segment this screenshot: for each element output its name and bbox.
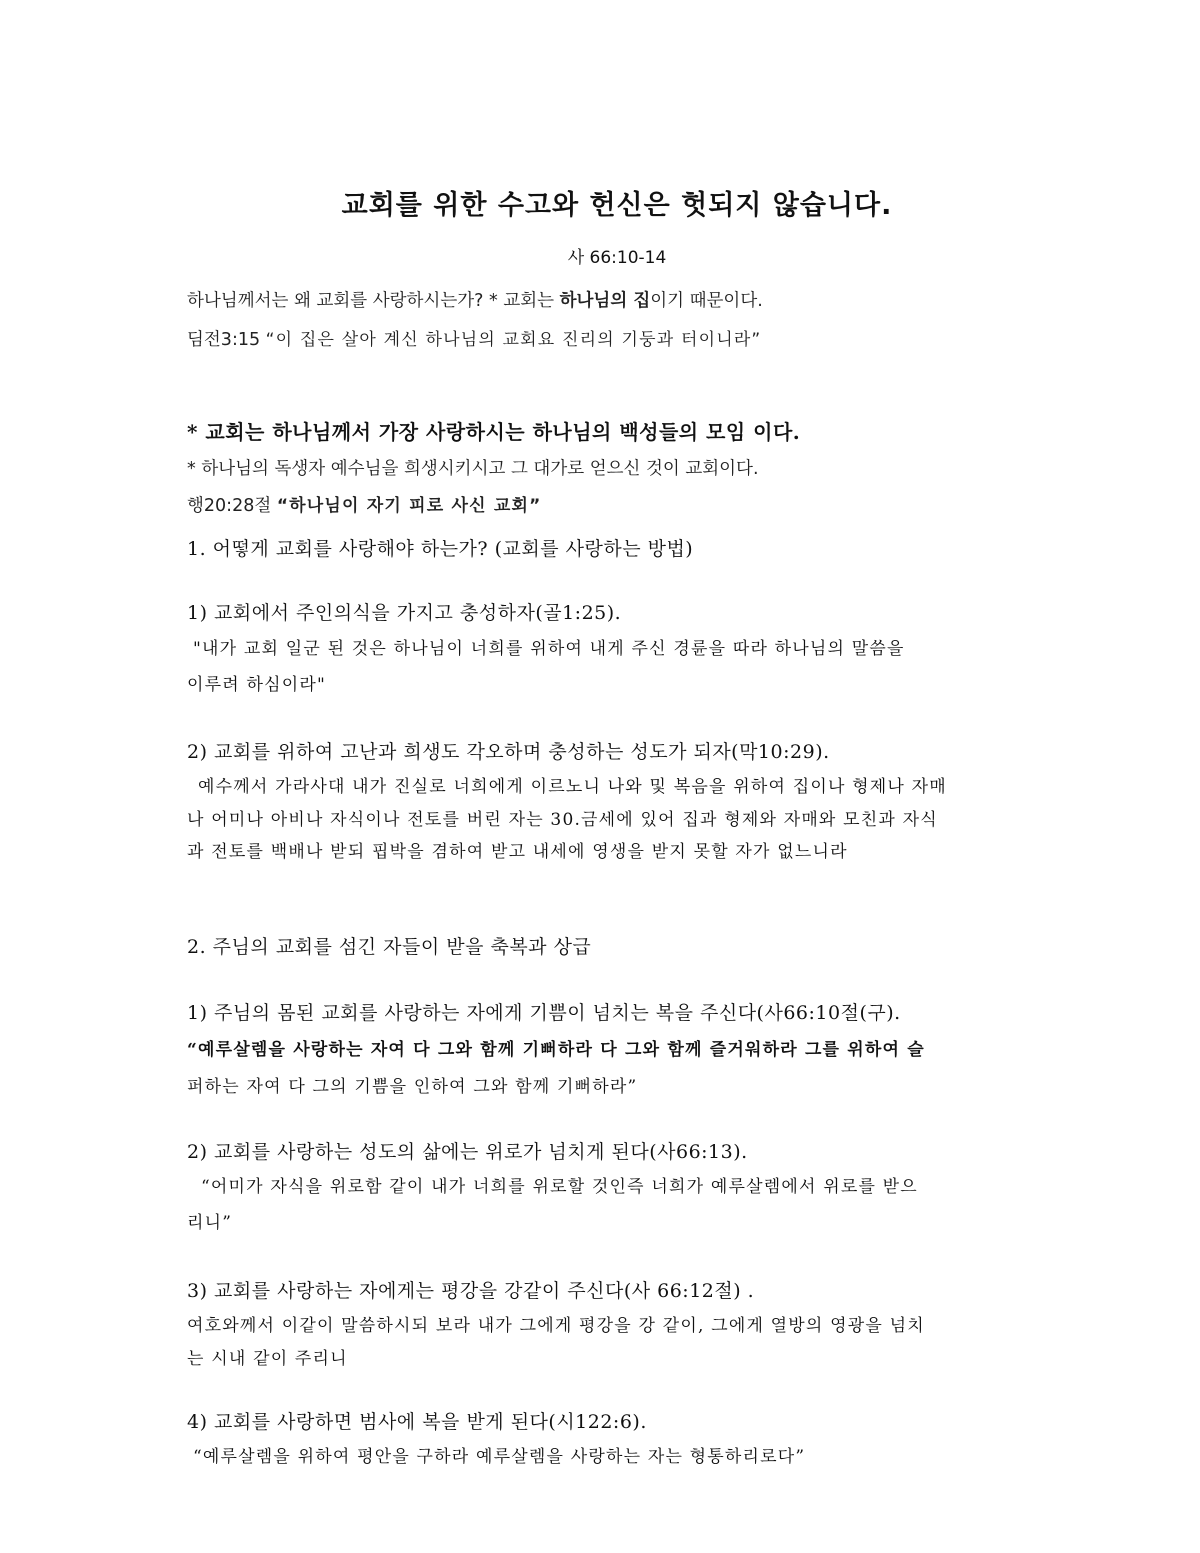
section-2-heading: 2. 주님의 교회를 섬긴 자들이 받을 축복과 상급	[187, 936, 592, 958]
section-2-item-1-line-2: 퍼하는 자여 다 그의 기쁨을 인하여 그와 함께 기뻐하라”	[187, 1077, 638, 1097]
section-1-item-1-line-1: "내가 교회 일군 된 것은 하나님이 너희를 위하여 내게 주신 경륜을 따라 하나님의 말씀을	[193, 639, 905, 659]
section-2-item-3-heading: 3) 교회를 사랑하는 자에게는 평강을 강같이 주신다(사 66:12절) .	[187, 1280, 755, 1302]
intro-house-of-god: 하나님의 집	[559, 291, 651, 311]
section-2-item-2-line-2: 리니”	[187, 1213, 233, 1233]
section-1-item-2-line-1: 예수께서 가라사대 내가 진실로 너희에게 이르노니 나와 및 복음을 위하여 집이나 형제나 자매	[198, 777, 947, 797]
section-1-item-1-line-2: 이루려 하심이라"	[187, 675, 326, 695]
intro-line-1-suffix: 이기 때문이다.	[650, 291, 763, 311]
intro-line-2-prefix: 딤전3:15	[187, 330, 266, 350]
assembly-line-2-prefix: 행20:28절	[187, 496, 277, 516]
section-2-item-3-line-2: 는 시내 같이 주리니	[187, 1349, 348, 1369]
intro-line-1-prefix: 하나님께서는 왜 교회를 사랑하시는가? * 교회는	[187, 291, 560, 311]
scripture-reference: 사 66:10-14	[567, 248, 667, 268]
section-2-item-1-line-1: “예루살렘을 사랑하는 자여 다 그와 함께 기뻐하라 다 그와 함께 즐거워하라 그를 위하여 슬	[187, 1040, 925, 1060]
section-2-item-2-heading: 2) 교회를 사랑하는 성도의 삶에는 위로가 넘치게 된다(사66:13).	[187, 1141, 748, 1163]
intro-line-2-quote: “이 집은 살아 계신 하나님의 교회요 진리의 기둥과 터이니라”	[265, 330, 762, 350]
section-1-item-1-heading: 1) 교회에서 주인의식을 가지고 충성하자(골1:25).	[187, 602, 622, 624]
section-2-item-2-line-1: “어미가 자식을 위로함 같이 내가 너희를 위로할 것인즉 너희가 예루살렘에서 위로를 받으	[201, 1177, 918, 1197]
section-2-item-3-line-1: 여호와께서 이같이 말씀하시되 보라 내가 그에게 평강을 강 같이, 그에게 열방의 영광을 넘치	[187, 1316, 925, 1336]
section-1-item-2-line-3: 과 전토를 백배나 받되 핍박을 겸하여 받고 내세에 영생을 받지 못할 자가 없느니라	[187, 842, 848, 862]
section-1-item-2-line-2: 나 어미나 아비나 자식이나 전토를 버린 자는 30.금세에 있어 집과 형제와 자매와 모친과 자식	[187, 810, 938, 830]
intro-line-1	[187, 287, 763, 312]
section-2-item-1-heading: 1) 주님의 몸된 교회를 사랑하는 자에게 기쁨이 넘치는 복을 주신다(사66:10절(구).	[187, 1002, 901, 1024]
intro-line-2	[187, 325, 761, 351]
document-title: 교회를 위한 수고와 헌신은 헛되지 않습니다.	[341, 190, 893, 221]
assembly-line-2-quote: “하나님이 자기 피로 사신 교회”	[276, 496, 542, 516]
section-1-heading: 1. 어떻게 교회를 사랑해야 하는가? (교회를 사랑하는 방법)	[187, 538, 694, 560]
section-2-item-4-heading: 4) 교회를 사랑하면 범사에 복을 받게 된다(시122:6).	[187, 1411, 647, 1433]
section-1-item-2-heading: 2) 교회를 위하여 고난과 희생도 각오하며 충성하는 성도가 되자(막10:29).	[187, 741, 830, 763]
assembly-line-1: * 하나님의 독생자 예수님을 희생시키시고 그 대가로 얻으신 것이 교회이다.	[187, 459, 759, 479]
section-2-item-4-line-1: “예루살렘을 위하여 평안을 구하라 예루살렘을 사랑하는 자는 형통하리로다”	[193, 1447, 806, 1467]
assembly-line-2	[187, 491, 542, 517]
assembly-heading: * 교회는 하나님께서 가장 사랑하시는 하나님의 백성들의 모임 이다.	[187, 420, 801, 444]
